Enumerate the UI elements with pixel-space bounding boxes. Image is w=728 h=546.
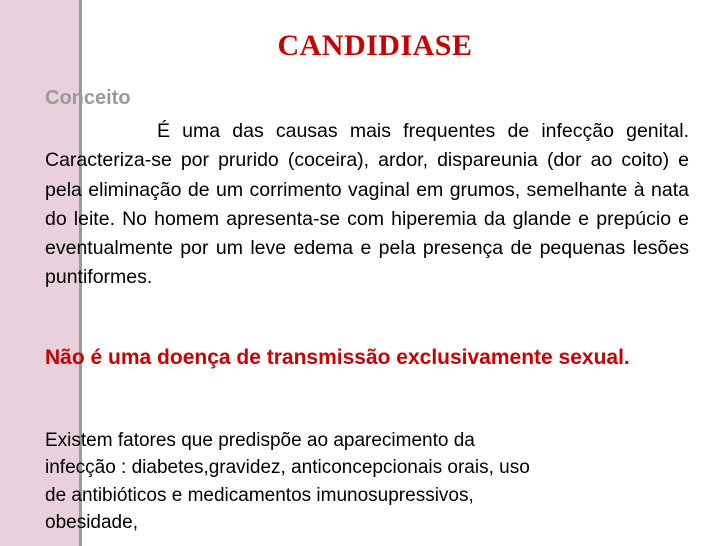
highlight-statement: Não é uma doença de transmissão exclusivamente sexual.	[45, 346, 630, 369]
section-heading: Conceito	[45, 87, 131, 109]
risk-factors-paragraph: Existem fatores que predispõe ao aparecimento da infecção : diabetes,gravidez, anticoncepcionais orais, uso de antibióticos e medicamentos imunosupressivos, obesidade,	[45, 430, 530, 533]
slide-title: CANDIDIASE	[277, 29, 473, 62]
concept-paragraph: É uma das causas mais frequentes de infecção genital. Caracteriza-se por prurido (coceira), ardor, dispareunia (dor ao coito) e pela eliminação de um corrimento vaginal em grumos, semelhante à nata do leite. No homem apresenta-se com hiperemia da glande e prepúcio e eventualmente por um leve edema e pela presença de pequenas lesões puntiformes.	[45, 120, 689, 289]
